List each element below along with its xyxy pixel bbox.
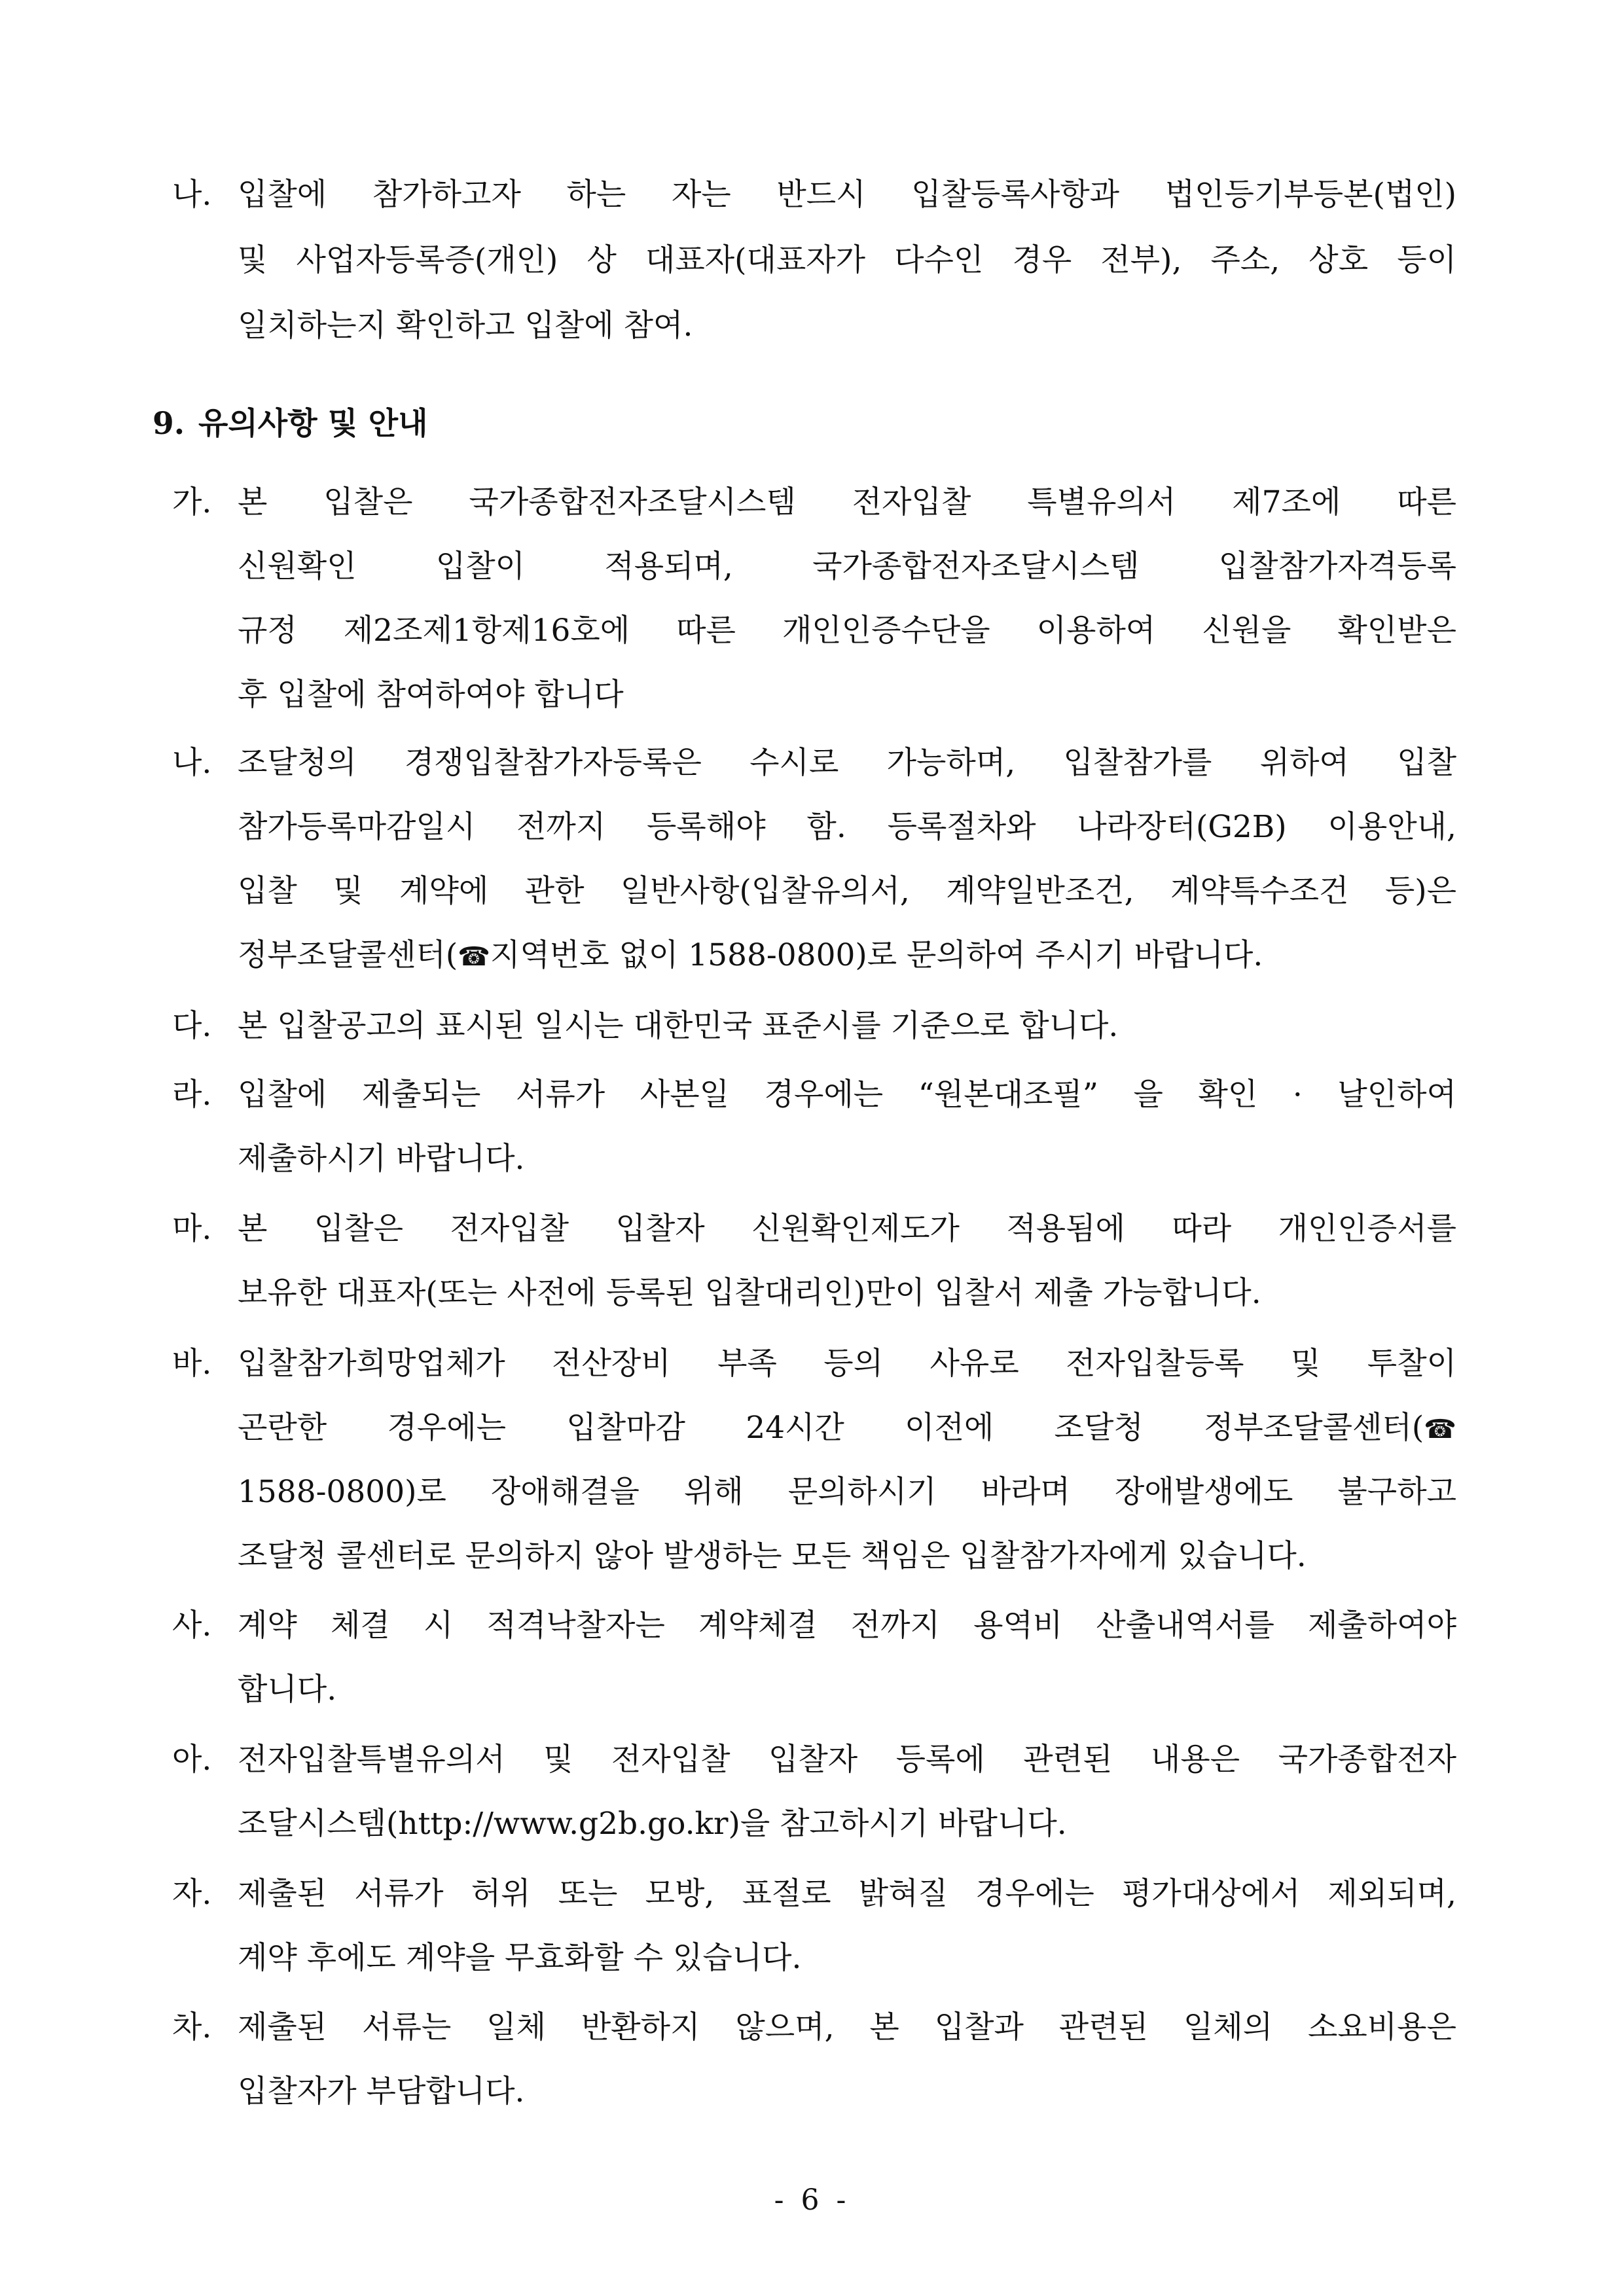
phone-icon: ☎ — [1424, 1414, 1456, 1444]
item-label: 마. — [172, 1211, 212, 1247]
item-text-line: 본 입찰은 전자입찰 입찰자 신원확인제도가 적용됨에 따라 개인인증서를 — [238, 1211, 1456, 1247]
item-text-line: 전자입찰특별유의서 및 전자입찰 입찰자 등록에 관련된 내용은 국가종합전자 — [238, 1742, 1456, 1778]
item-text-line: 제출하시기 바랍니다. — [238, 1141, 525, 1177]
item-text-line: 제출된 서류는 일체 반환하지 않으며, 본 입찰과 관련된 일체의 소요비용은 — [238, 2009, 1456, 2045]
item-text-line: 조달청의 경쟁입찰참가자등록은 수시로 가능하며, 입찰참가를 위하여 입찰 — [238, 745, 1456, 781]
item-text-line: 보유한 대표자(또는 사전에 등록된 입찰대리인)만이 입찰서 제출 가능합니다. — [238, 1275, 1261, 1311]
item-label: 나. — [172, 177, 212, 213]
item-text-line: 본 입찰은 국가종합전자조달시스템 전자입찰 특별유의서 제7조에 따른 — [238, 484, 1456, 520]
item-text-line: 입찰참가희망업체가 전산장비 부족 등의 사유로 전자입찰등록 및 투찰이 — [238, 1346, 1456, 1382]
item-text-line: 신원확인 입찰이 적용되며, 국가종합전자조달시스템 입찰참가자격등록 — [238, 548, 1456, 584]
item-text-line: 일치하는지 확인하고 입찰에 참여. — [238, 308, 693, 344]
item-label: 사. — [172, 1607, 212, 1643]
item-text-line: 조달청 콜센터로 문의하지 않아 발생하는 모든 책임은 입찰참가자에게 있습니다. — [238, 1538, 1307, 1574]
item-label: 아. — [172, 1742, 212, 1778]
section-number: 9. — [153, 406, 185, 442]
phone-icon: ☎ — [458, 942, 490, 972]
item-text-line: 후 입찰에 참여하여야 합니다 — [238, 677, 624, 713]
item-text-line: 본 입찰공고의 표시된 일시는 대한민국 표준시를 기준으로 합니다. — [238, 1008, 1119, 1044]
item-label: 라. — [172, 1077, 212, 1113]
item-text-line: 입찰에 참가하고자 하는 자는 반드시 입찰등록사항과 법인등기부등본(법인) — [238, 177, 1456, 213]
item-label: 가. — [172, 484, 212, 520]
item-text-line: 1588-0800)로 장애해결을 위해 문의하시기 바라며 장애발생에도 불구하고 — [238, 1474, 1456, 1510]
page-number: - 6 - — [774, 2183, 850, 2217]
item-text-line: 조달시스템(http://www.g2b.go.kr)을 참고하시기 바랍니다. — [238, 1806, 1067, 1842]
item-text-line: 계약 후에도 계약을 무효화할 수 있습니다. — [238, 1940, 802, 1976]
item-text-line: 입찰자가 부담합니다. — [238, 2073, 525, 2109]
item-label: 나. — [172, 745, 212, 781]
item-text-line: 입찰 및 계약에 관한 일반사항(입찰유의서, 계약일반조건, 계약특수조건 등)은 — [238, 873, 1456, 909]
item-text-line: 제출된 서류가 허위 또는 모방, 표절로 밝혀질 경우에는 평가대상에서 제외되며, — [238, 1876, 1456, 1912]
item-text-segment: 곤란한 경우에는 입찰마감 24시간 이전에 조달청 정부조달콜센터( — [238, 1410, 1424, 1446]
item-label: 자. — [172, 1876, 212, 1912]
item-label: 바. — [172, 1346, 212, 1382]
item-text-line: 합니다. — [238, 1672, 337, 1708]
item-text-line — [238, 1408, 1456, 1448]
item-text-line: 입찰에 제출되는 서류가 사본일 경우에는 “원본대조필” 을 확인 · 날인하여 — [238, 1077, 1456, 1113]
item-label: 차. — [172, 2009, 212, 2045]
item-text-line: 계약 체결 시 적격낙찰자는 계약체결 전까지 용역비 산출내역서를 제출하여야 — [238, 1607, 1456, 1643]
item-text-line: 및 사업자등록증(개인) 상 대표자(대표자가 다수인 경우 전부), 주소, 상호 등이 — [238, 242, 1456, 278]
item-text-line: 규정 제2조제1항제16호에 따른 개인인증수단을 이용하여 신원을 확인받은 — [238, 613, 1456, 649]
item-text-line: 참가등록마감일시 전까지 등록해야 함. 등록절차와 나라장터(G2B) 이용안내, — [238, 809, 1456, 845]
item-text-segment: 정부조달콜센터( — [238, 937, 458, 973]
item-text-line — [238, 936, 1263, 977]
item-label: 다. — [172, 1008, 212, 1044]
section-title: 유의사항 및 안내 — [198, 406, 428, 442]
item-text-segment: 지역번호 없이 1588-0800)로 문의하여 주시기 바랍니다. — [490, 937, 1263, 973]
